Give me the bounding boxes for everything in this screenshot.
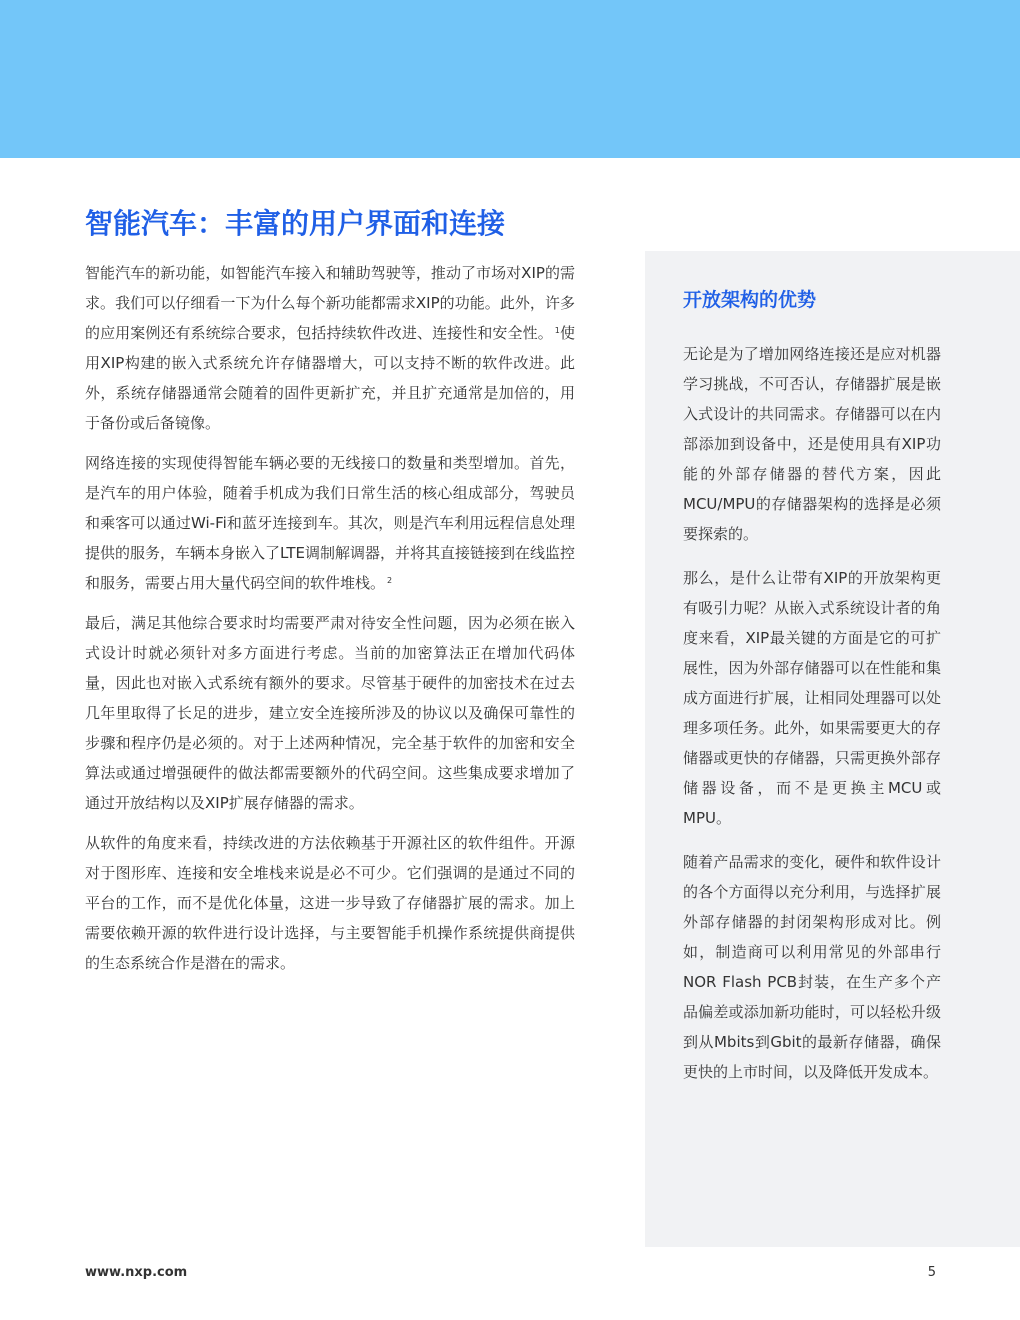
footer-url[interactable]: www.nxp.com (85, 1265, 188, 1280)
sidebar-paragraph-3: 随着产品需求的变化，硬件和软件设计的各个方面得以充分利用，与选择扩展外部存储器的封闭架构形成对比。例如，制造商可以利用常见的外部串行NOR Flash PCB封装，在生产多个产品偏差或添加新功能时，可以轻松升级到从Mbits到Gbit的最新存储器，确保更快的上市时间，以及降低开发成本。 (683, 853, 941, 1081)
sidebar-title: 开放架构的优势 (683, 289, 817, 311)
paragraph-2 (85, 448, 575, 598)
paragraph-1-text: 智能汽车的新功能，如智能汽车接入和辅助驾驶等，推动了市场对XIP的需求。我们可以仔细看一下为什么每个新功能都需求XIP的功能。此外，许多的应用案例还有系统综合要求，包括持续软件改进、连接性和安全性。 (85, 264, 575, 342)
sidebar-body (683, 339, 941, 1101)
page-title: 智能汽车：丰富的用户界面和连接 (85, 207, 506, 240)
sidebar-paragraph-1: 无论是为了增加网络连接还是应对机器学习挑战，不可否认，存储器扩展是嵌入式设计的共同需求。存储器可以在内部添加到设备中，还是使用具有XIP功能的外部存储器的替代方案，因此MCU/MPU的存储器架构的选择是必须要探索的。 (683, 345, 941, 543)
paragraph-4: 从软件的角度来看，持续改进的方法依赖基于开源社区的软件组件。开源对于图形库、连接和安全堆栈来说是必不可少。它们强调的是通过不同的平台的工作，而不是优化体量，这进一步导致了存储器扩展的需求。加上需要依赖开源的软件进行设计选择，与主要智能手机操作系统提供商提供的生态系统合作是潜在的需求。 (85, 834, 575, 972)
sidebar-panel (645, 251, 1020, 1247)
main-content (85, 258, 575, 988)
paragraph-3: 最后，满足其他综合要求时均需要严肃对待安全性问题，因为必须在嵌入式设计时就必须针对多方面进行考虑。当前的加密算法正在增加代码体量，因此也对嵌入式系统有额外的要求。尽管基于硬件的加密技术在过去几年里取得了长足的进步，建立安全连接所涉及的协议以及确保可靠性的步骤和程序仍是必须的。对于上述两种情况，完全基于软件的加密和安全算法或通过增强硬件的做法都需要额外的代码空间。这些集成要求增加了通过开放结构以及XIP扩展存储器的需求。 (85, 614, 575, 812)
footnote-ref-2: 2 (387, 576, 393, 585)
page-number: 5 (927, 1265, 936, 1280)
paragraph-1-tail: 使用XIP构建的嵌入式系统允许存储器增大，可以支持不断的软件改进。此外，系统存储器通常会随着的固件更新扩充，并且扩充通常是加倍的，用于备份或后备镜像。 (85, 324, 575, 432)
sidebar-paragraph-2: 那么，是什么让带有XIP的开放架构更有吸引力呢？从嵌入式系统设计者的角度来看，XIP最关键的方面是它的可扩展性，因为外部存储器可以在性能和集成方面进行扩展，让相同处理器可以处理多项任务。此外，如果需要更大的存储器或更快的存储器，只需更换外部存储器设备，而不是更换主MCU或MPU。 (683, 569, 941, 827)
paragraph-2-text: 网络连接的实现使得智能车辆必要的无线接口的数量和类型增加。首先，是汽车的用户体验，随着手机成为我们日常生活的核心组成部分，驾驶员和乘客可以通过Wi-Fi和蓝牙连接到车。其次，则是汽车利用远程信息处理提供的服务，车辆本身嵌入了LTE调制解调器，并将其直接链接到在线监控和服务，需要占用大量代码空间的软件堆栈。 (85, 454, 575, 592)
top-banner (0, 0, 1020, 158)
footnote-ref-1: 1 (554, 326, 560, 335)
paragraph-1 (85, 258, 575, 438)
